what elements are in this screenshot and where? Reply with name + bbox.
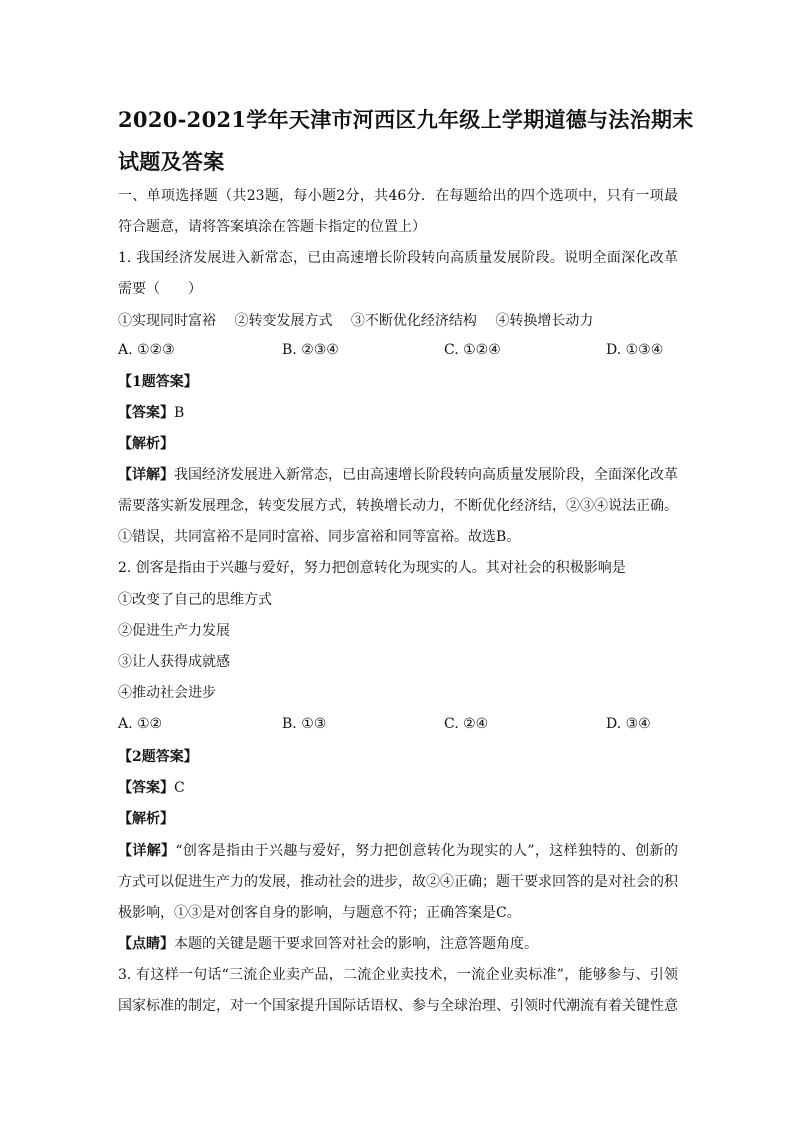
tip-label: 【点睛】	[118, 936, 174, 952]
q2-answer-heading: 【2题答案】	[118, 749, 198, 765]
q2-option-d: D. ③④	[606, 716, 651, 732]
detail-text: 我国经济发展进入新常态，已由高速增长阶段转向高质量发展阶段，全面深化改革	[174, 467, 678, 483]
q2-statement-4: ④推动社会进步	[118, 685, 216, 701]
q1-detail-line-2: 需要落实新发展理念，转变发展方式，转换增长动力，不断优化经济结，②③④说法正确。	[118, 498, 678, 514]
q1-analysis-heading: 【解析】	[118, 436, 174, 452]
q2-tip	[118, 934, 678, 954]
document-title-line-2: 试题及答案	[118, 149, 225, 174]
q1-detail-line-3: ①错误，共同富裕不是同时富裕、同步富裕和同等富裕。故选B。	[118, 529, 521, 545]
q1-answer	[118, 403, 678, 423]
q2-option-a: A. ①②	[118, 716, 163, 732]
q1-answer-heading: 【1题答案】	[118, 374, 198, 390]
q2-stem: 2. 创客是指由于兴趣与爱好，努力把创意转化为现实的人。其对社会的积极影响是	[118, 560, 626, 576]
answer-label: 【答案】	[118, 405, 174, 421]
section-instructions-line-2: 符合题意，请将答案填涂在答题卡指定的位置上）	[118, 219, 426, 235]
q2-statement-3: ③让人获得成就感	[118, 654, 230, 670]
detail-text: “创客是指由于兴趣与爱好，努力把创意转化为现实的人”，这样独特的、创新的	[175, 843, 679, 859]
q3-stem-line-2: 国家标准的制定，对一个国家提升国际话语权、参与全球治理、引领时代潮流有着关键性意	[118, 998, 678, 1014]
q2-statement-1: ①改变了自己的思维方式	[118, 592, 272, 608]
q2-detail-line-1	[118, 841, 678, 861]
detail-label: 【详解】	[118, 467, 174, 483]
q2-option-c: C. ②④	[444, 716, 489, 732]
document-title-line-1: 2020-2021学年天津市河西区九年级上学期道德与法治期末	[118, 107, 694, 132]
q1-stem-line-2: 需要（ ）	[118, 281, 202, 297]
answer-value: B	[174, 405, 185, 421]
q1-statements: ①实现同时富裕 ②转变发展方式 ③不断优化经济结构 ④转换增长动力	[118, 313, 594, 329]
section-instructions-line-1: 一、单项选择题（共23题，每小题2分，共46分．在每题给出的四个选项中，只有一项最	[118, 188, 678, 204]
q2-option-b: B. ①③	[282, 716, 327, 732]
answer-value: C	[174, 780, 185, 796]
tip-text: 本题的关键是题干要求回答对社会的影响，注意答题角度。	[174, 936, 538, 952]
q1-option-d: D. ①③④	[606, 342, 664, 358]
q2-detail-line-2: 方式可以促进生产力的发展，推动社会的进步，故②④正确；题干要求回答的是对社会的积	[118, 874, 678, 890]
q1-option-b: B. ②③④	[282, 342, 339, 358]
q1-stem-line-1: 1. 我国经济发展进入新常态，已由高速增长阶段转向高质量发展阶段。说明全面深化改革	[118, 250, 678, 266]
detail-label: 【详解】	[118, 843, 176, 859]
q1-option-a: A. ①②③	[118, 342, 175, 358]
q2-detail-line-3: 极影响，①③是对创客自身的影响，与题意不符；正确答案是C。	[118, 905, 521, 921]
answer-label: 【答案】	[118, 780, 174, 796]
q3-stem-line-1: 3. 有这样一句话“三流企业卖产品，二流企业卖技术，一流企业卖标准”，能够参与、引领	[118, 967, 678, 983]
q1-option-c: C. ①②④	[444, 342, 501, 358]
q2-analysis-heading: 【解析】	[118, 811, 174, 827]
q1-detail-line-1	[118, 465, 678, 485]
q2-statement-2: ②促进生产力发展	[118, 623, 230, 639]
q2-answer	[118, 778, 678, 798]
